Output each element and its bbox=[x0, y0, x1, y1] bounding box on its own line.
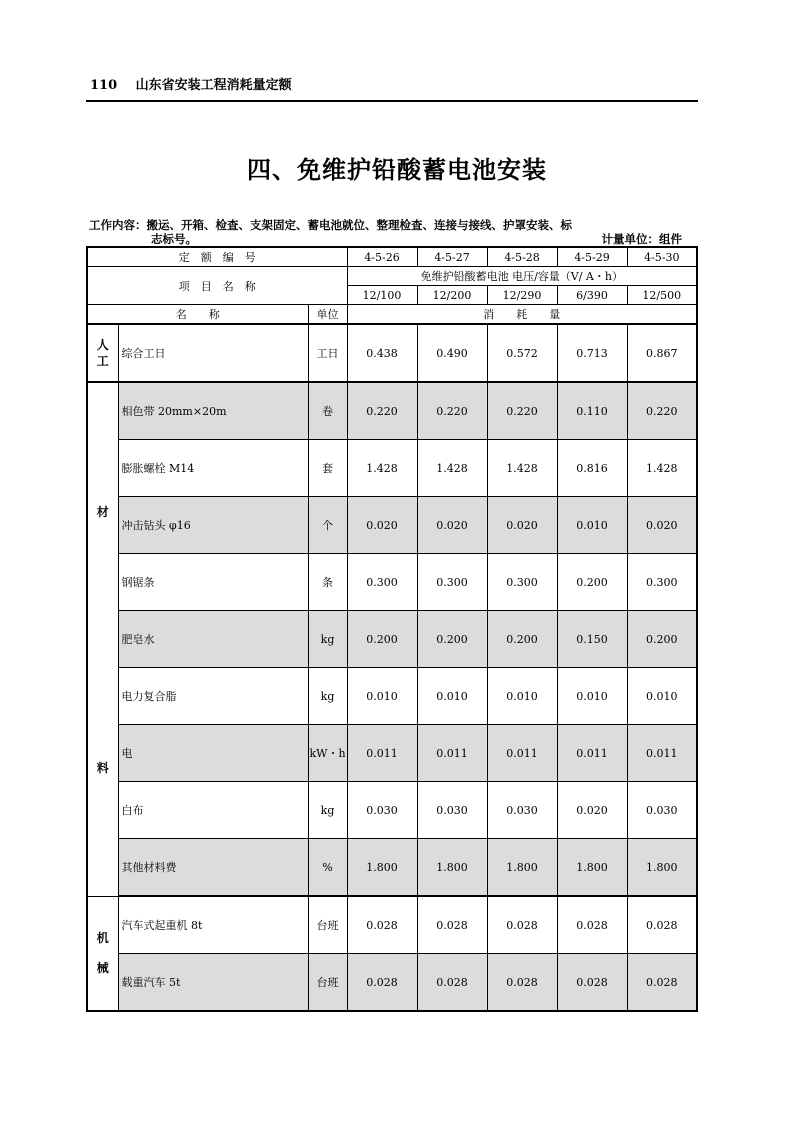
consumption-header: 消 耗 量 bbox=[347, 305, 697, 325]
value-cell: 0.010 bbox=[627, 668, 697, 725]
category-char: 人 bbox=[96, 338, 109, 352]
value-cell: 0.030 bbox=[487, 782, 557, 839]
table-row bbox=[87, 725, 697, 782]
value-cell: 1.800 bbox=[627, 839, 697, 897]
table-row bbox=[87, 324, 697, 382]
item-name: 白布 bbox=[118, 782, 308, 839]
value-cell: 0.200 bbox=[347, 611, 417, 668]
group-row bbox=[87, 267, 697, 286]
value-cell: 0.220 bbox=[417, 382, 487, 440]
category-char: 械 bbox=[96, 961, 109, 976]
value-cell: 0.816 bbox=[557, 440, 627, 497]
work-content-line1: 工作内容：搬运、开箱、检查、支架固定、蓄电池就位、整理检查、连接与接线、护罩安装、标 bbox=[89, 218, 572, 232]
value-cell: 0.011 bbox=[627, 725, 697, 782]
item-name: 载重汽车 5t bbox=[118, 954, 308, 1012]
battery-group-label: 免维护铅酸蓄电池 电压/容量（V/ A・h） bbox=[347, 267, 697, 286]
value-cell: 0.020 bbox=[627, 497, 697, 554]
quota-table bbox=[86, 246, 698, 1012]
header-rule bbox=[86, 100, 698, 102]
table-row bbox=[87, 440, 697, 497]
value-cell: 0.020 bbox=[487, 497, 557, 554]
value-cell: 0.572 bbox=[487, 324, 557, 382]
spec-cell: 12/500 bbox=[627, 286, 697, 305]
item-unit: 工日 bbox=[308, 324, 347, 382]
value-cell: 0.028 bbox=[627, 896, 697, 954]
value-cell: 0.010 bbox=[557, 497, 627, 554]
quota-code: 4-5-28 bbox=[487, 247, 557, 267]
value-cell: 0.220 bbox=[627, 382, 697, 440]
value-cell: 0.028 bbox=[417, 896, 487, 954]
value-cell: 1.428 bbox=[347, 440, 417, 497]
value-cell: 0.028 bbox=[417, 954, 487, 1012]
value-cell: 1.800 bbox=[347, 839, 417, 897]
value-cell: 0.200 bbox=[627, 611, 697, 668]
book-title: 山东省安装工程消耗量定额 bbox=[135, 78, 292, 93]
unit-column-header: 单位 bbox=[308, 305, 347, 325]
value-cell: 0.028 bbox=[557, 954, 627, 1012]
item-name: 钢锯条 bbox=[118, 554, 308, 611]
value-cell: 0.200 bbox=[487, 611, 557, 668]
value-cell: 0.713 bbox=[557, 324, 627, 382]
spec-cell: 6/390 bbox=[557, 286, 627, 305]
value-cell: 0.028 bbox=[487, 954, 557, 1012]
item-name: 膨胀螺栓 M14 bbox=[118, 440, 308, 497]
category-char: 工 bbox=[96, 354, 109, 368]
value-cell: 0.200 bbox=[557, 554, 627, 611]
value-cell: 0.867 bbox=[627, 324, 697, 382]
category-char: 料 bbox=[96, 760, 109, 775]
item-name: 其他材料费 bbox=[118, 839, 308, 897]
value-cell: 0.220 bbox=[347, 382, 417, 440]
item-unit: kW・h bbox=[308, 725, 347, 782]
item-unit: 个 bbox=[308, 497, 347, 554]
value-cell: 0.011 bbox=[487, 725, 557, 782]
item-unit: kg bbox=[308, 611, 347, 668]
value-cell: 0.220 bbox=[487, 382, 557, 440]
quota-code: 4-5-27 bbox=[417, 247, 487, 267]
value-cell: 0.010 bbox=[347, 668, 417, 725]
quota-code: 4-5-30 bbox=[627, 247, 697, 267]
item-name: 冲击钻头 φ16 bbox=[118, 497, 308, 554]
running-head bbox=[90, 74, 292, 93]
value-cell: 0.300 bbox=[417, 554, 487, 611]
category-char: 机 bbox=[96, 931, 109, 946]
page-number: 110 bbox=[90, 78, 118, 93]
table-row bbox=[87, 611, 697, 668]
item-unit: 台班 bbox=[308, 896, 347, 954]
value-cell: 0.300 bbox=[347, 554, 417, 611]
value-cell: 0.020 bbox=[347, 497, 417, 554]
value-cell: 0.011 bbox=[557, 725, 627, 782]
category-material bbox=[87, 382, 118, 896]
table-row bbox=[87, 782, 697, 839]
table-row bbox=[87, 668, 697, 725]
item-unit: 条 bbox=[308, 554, 347, 611]
value-cell: 1.428 bbox=[627, 440, 697, 497]
value-cell: 1.800 bbox=[487, 839, 557, 897]
category-machinery bbox=[87, 896, 118, 1011]
measurement-unit: 计量单位：组件 bbox=[601, 232, 682, 246]
value-cell: 0.300 bbox=[487, 554, 557, 611]
item-unit: 套 bbox=[308, 440, 347, 497]
spec-cell: 12/200 bbox=[417, 286, 487, 305]
item-name-label: 项 目 名 称 bbox=[87, 267, 347, 305]
column-header-row bbox=[87, 305, 697, 325]
table-row bbox=[87, 554, 697, 611]
value-cell: 0.028 bbox=[347, 954, 417, 1012]
value-cell: 0.011 bbox=[347, 725, 417, 782]
value-cell: 0.028 bbox=[557, 896, 627, 954]
value-cell: 0.010 bbox=[417, 668, 487, 725]
value-cell: 0.030 bbox=[417, 782, 487, 839]
item-name: 电力复合脂 bbox=[118, 668, 308, 725]
value-cell: 0.490 bbox=[417, 324, 487, 382]
work-content bbox=[89, 218, 689, 246]
value-cell: 1.428 bbox=[487, 440, 557, 497]
item-name: 相色带 20mm×20m bbox=[118, 382, 308, 440]
value-cell: 0.020 bbox=[417, 497, 487, 554]
item-name: 肥皂水 bbox=[118, 611, 308, 668]
quota-code: 4-5-26 bbox=[347, 247, 417, 267]
section-title: 四、免维护铅酸蓄电池安装 bbox=[247, 155, 547, 184]
quota-code-row bbox=[87, 247, 697, 267]
spec-cell: 12/100 bbox=[347, 286, 417, 305]
item-unit: kg bbox=[308, 668, 347, 725]
table-row bbox=[87, 382, 697, 440]
value-cell: 0.010 bbox=[487, 668, 557, 725]
value-cell: 0.150 bbox=[557, 611, 627, 668]
item-unit: 卷 bbox=[308, 382, 347, 440]
quota-code: 4-5-29 bbox=[557, 247, 627, 267]
table-row bbox=[87, 497, 697, 554]
value-cell: 1.800 bbox=[417, 839, 487, 897]
value-cell: 0.028 bbox=[487, 896, 557, 954]
value-cell: 0.028 bbox=[627, 954, 697, 1012]
item-unit: % bbox=[308, 839, 347, 897]
item-unit: kg bbox=[308, 782, 347, 839]
item-name: 综合工日 bbox=[118, 324, 308, 382]
value-cell: 0.300 bbox=[627, 554, 697, 611]
quota-no-label: 定 额 编 号 bbox=[87, 247, 347, 267]
table-row bbox=[87, 839, 697, 897]
item-unit: 台班 bbox=[308, 954, 347, 1012]
item-name: 汽车式起重机 8t bbox=[118, 896, 308, 954]
value-cell: 0.010 bbox=[557, 668, 627, 725]
item-name: 电 bbox=[118, 725, 308, 782]
value-cell: 0.030 bbox=[627, 782, 697, 839]
table-row bbox=[87, 896, 697, 954]
value-cell: 0.011 bbox=[417, 725, 487, 782]
category-labor bbox=[87, 324, 118, 382]
value-cell: 0.110 bbox=[557, 382, 627, 440]
table-row bbox=[87, 954, 697, 1012]
value-cell: 0.030 bbox=[347, 782, 417, 839]
name-column-header: 名 称 bbox=[87, 305, 308, 325]
category-char: 材 bbox=[96, 504, 109, 519]
value-cell: 1.800 bbox=[557, 839, 627, 897]
value-cell: 0.438 bbox=[347, 324, 417, 382]
value-cell: 0.028 bbox=[347, 896, 417, 954]
work-content-line2: 志标号。 bbox=[151, 232, 197, 246]
spec-cell: 12/290 bbox=[487, 286, 557, 305]
value-cell: 0.020 bbox=[557, 782, 627, 839]
value-cell: 1.428 bbox=[417, 440, 487, 497]
value-cell: 0.200 bbox=[417, 611, 487, 668]
